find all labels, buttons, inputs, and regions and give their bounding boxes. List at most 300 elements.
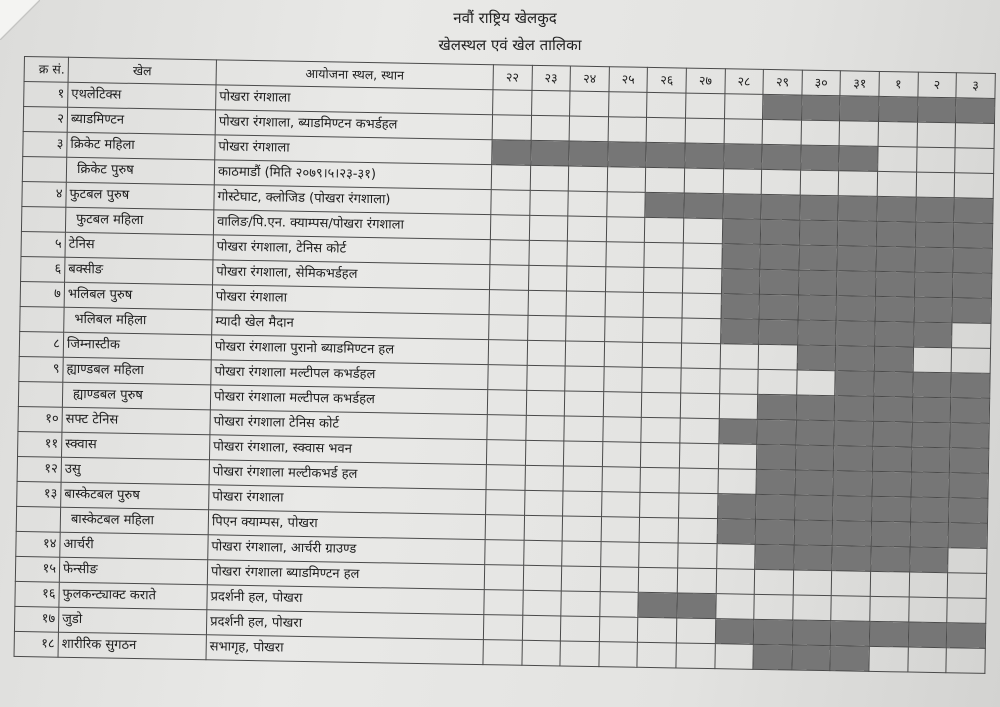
empty-day-cell	[754, 594, 793, 620]
empty-day-cell	[641, 417, 680, 443]
venue-cell: वालिङ/पि.एन. क्याम्पस/पोखरा रंगशाला	[213, 210, 490, 240]
serial-cell: १३	[17, 481, 61, 507]
empty-day-cell	[485, 540, 524, 566]
venue-cell: पोखरा रंगशाला मल्टीपल कभर्डहल	[210, 385, 487, 415]
empty-day-cell	[564, 391, 603, 417]
empty-day-cell	[723, 169, 762, 195]
empty-day-cell	[531, 115, 570, 141]
scheduled-day-cell	[876, 246, 915, 272]
schedule-table	[14, 56, 996, 674]
empty-day-cell	[600, 592, 639, 618]
scheduled-day-cell	[645, 192, 684, 218]
empty-day-cell	[567, 241, 606, 267]
empty-day-cell	[490, 215, 529, 241]
header-date: २२	[493, 65, 532, 91]
empty-day-cell	[531, 90, 570, 116]
scheduled-day-cell	[569, 141, 608, 167]
empty-day-cell	[491, 190, 530, 216]
venue-cell: सभागृह, पोखरा	[206, 635, 483, 665]
game-cell: क्रिकेट महिला	[67, 132, 215, 160]
empty-day-cell	[527, 315, 566, 341]
scheduled-day-cell	[878, 96, 917, 122]
empty-day-cell	[682, 268, 721, 294]
empty-day-cell	[602, 467, 641, 493]
serial-cell: १७	[14, 606, 58, 632]
empty-day-cell	[565, 366, 604, 392]
empty-day-cell	[683, 218, 722, 244]
empty-day-cell	[644, 242, 683, 268]
header-game: खेल	[68, 57, 216, 85]
empty-day-cell	[955, 123, 994, 149]
empty-day-cell	[839, 171, 878, 197]
empty-day-cell	[600, 542, 639, 568]
scheduled-day-cell	[795, 445, 834, 471]
scheduled-day-cell	[912, 372, 951, 398]
empty-day-cell	[796, 370, 835, 396]
empty-day-cell	[491, 165, 530, 191]
scheduled-day-cell	[871, 496, 910, 522]
serial-cell: १०	[18, 406, 62, 432]
empty-day-cell	[681, 368, 720, 394]
serial-cell	[18, 381, 62, 407]
empty-day-cell	[564, 416, 603, 442]
scheduled-day-cell	[721, 294, 760, 320]
header-date: ३	[956, 73, 995, 99]
empty-day-cell	[607, 192, 646, 218]
scheduled-day-cell	[760, 219, 799, 245]
scheduled-day-cell	[953, 223, 992, 249]
scheduled-day-cell	[801, 95, 840, 121]
game-cell: क्रिकेट पुरुष	[66, 157, 214, 185]
empty-day-cell	[601, 492, 640, 518]
scheduled-day-cell	[721, 269, 760, 295]
empty-day-cell	[492, 115, 531, 141]
scheduled-day-cell	[952, 298, 991, 324]
empty-day-cell	[603, 392, 642, 418]
scheduled-day-cell	[795, 470, 834, 496]
venue-cell: गोस्टेघाट, क्लोजिड (पोखरा रंगशाला)	[214, 185, 491, 215]
game-cell: फुलकन्ट्याक्ट कराते	[59, 582, 207, 610]
empty-day-cell	[522, 615, 561, 641]
scheduled-day-cell	[832, 521, 871, 547]
empty-day-cell	[527, 340, 566, 366]
empty-day-cell	[640, 492, 679, 518]
empty-day-cell	[947, 573, 986, 599]
empty-day-cell	[606, 217, 645, 243]
scheduled-day-cell	[913, 322, 952, 348]
empty-day-cell	[878, 121, 917, 147]
empty-day-cell	[606, 242, 645, 268]
empty-day-cell	[604, 317, 643, 343]
empty-day-cell	[951, 348, 990, 374]
scheduled-day-cell	[833, 471, 872, 497]
game-cell: जुडो	[58, 607, 206, 635]
empty-day-cell	[908, 597, 947, 623]
empty-day-cell	[563, 491, 602, 517]
document-subtitle: खेलस्थल एवं खेल तालिका	[438, 36, 582, 54]
header-date: २४	[570, 66, 609, 92]
scheduled-day-cell	[917, 97, 956, 123]
empty-day-cell	[832, 571, 871, 597]
empty-day-cell	[647, 92, 686, 118]
empty-day-cell	[680, 393, 719, 419]
empty-day-cell	[608, 92, 647, 118]
scheduled-day-cell	[753, 619, 792, 645]
scheduled-day-cell	[837, 271, 876, 297]
scheduled-day-cell	[492, 140, 531, 166]
empty-day-cell	[761, 169, 800, 195]
game-cell: फेन्सीङ	[59, 557, 207, 585]
empty-day-cell	[560, 641, 599, 667]
venue-cell: पोखरा रंगशाला	[215, 135, 492, 165]
scheduled-day-cell	[949, 473, 988, 499]
empty-day-cell	[916, 147, 955, 173]
scheduled-day-cell	[757, 419, 796, 445]
venue-cell: प्रदर्शनी हल, पोखरा	[206, 610, 483, 640]
serial-cell	[22, 156, 66, 182]
scheduled-day-cell	[799, 220, 838, 246]
header-date: ३०	[802, 70, 841, 96]
empty-day-cell	[493, 90, 532, 116]
scheduled-day-cell	[794, 495, 833, 521]
scheduled-day-cell	[762, 144, 801, 170]
header-date: ३१	[840, 71, 879, 97]
empty-day-cell	[946, 648, 985, 674]
empty-day-cell	[762, 119, 801, 145]
scheduled-day-cell	[875, 296, 914, 322]
empty-day-cell	[869, 646, 908, 672]
empty-day-cell	[483, 640, 522, 666]
scheduled-day-cell	[832, 546, 871, 572]
scheduled-day-cell	[755, 519, 794, 545]
scheduled-day-cell	[874, 321, 913, 347]
empty-day-cell	[605, 292, 644, 318]
empty-day-cell	[677, 568, 716, 594]
scheduled-day-cell	[607, 142, 646, 168]
empty-day-cell	[643, 342, 682, 368]
scheduled-day-cell	[833, 496, 872, 522]
scheduled-day-cell	[836, 296, 875, 322]
empty-day-cell	[917, 122, 956, 148]
empty-day-cell	[724, 119, 763, 145]
empty-day-cell	[525, 440, 564, 466]
empty-day-cell	[724, 94, 763, 120]
empty-day-cell	[489, 265, 528, 291]
venue-cell: पोखरा रंगशाला टेनिस कोर्ट	[210, 410, 487, 440]
scheduled-day-cell	[949, 498, 988, 524]
empty-day-cell	[570, 91, 609, 117]
scheduled-day-cell	[951, 373, 990, 399]
scheduled-day-cell	[797, 320, 836, 346]
header-date: २६	[647, 67, 686, 93]
game-cell: स्क्वास	[62, 432, 210, 460]
scheduled-day-cell	[834, 446, 873, 472]
scheduled-day-cell	[840, 96, 879, 122]
empty-day-cell	[528, 265, 567, 291]
venue-cell: पोखरा रंगशाला, सेमिकभर्डहल	[213, 260, 490, 290]
scheduled-day-cell	[831, 621, 870, 647]
scheduled-day-cell	[875, 271, 914, 297]
scheduled-day-cell	[910, 522, 949, 548]
scheduled-day-cell	[799, 245, 838, 271]
empty-day-cell	[643, 317, 682, 343]
venue-cell: पोखरा रंगशाला ब्याडमिण्टन हल	[207, 560, 484, 590]
empty-day-cell	[801, 120, 840, 146]
empty-day-cell	[561, 591, 600, 617]
venue-cell: प्रदर्शनी हल, पोखरा	[207, 585, 484, 615]
empty-day-cell	[676, 643, 715, 669]
empty-day-cell	[568, 216, 607, 242]
serial-cell: १२	[17, 456, 61, 482]
empty-day-cell	[681, 343, 720, 369]
venue-cell: पिएन क्याम्पस, पोखरा	[208, 510, 485, 540]
game-cell: एथलेटिक्स	[68, 82, 216, 110]
empty-day-cell	[526, 390, 565, 416]
scheduled-day-cell	[530, 140, 569, 166]
scheduled-day-cell	[911, 447, 950, 473]
scheduled-day-cell	[836, 321, 875, 347]
empty-day-cell	[486, 465, 525, 491]
scheduled-day-cell	[838, 221, 877, 247]
empty-day-cell	[569, 116, 608, 142]
scheduled-day-cell	[834, 421, 873, 447]
game-cell: उसु	[61, 457, 209, 485]
scheduled-day-cell	[949, 448, 988, 474]
empty-day-cell	[526, 365, 565, 391]
empty-day-cell	[566, 291, 605, 317]
scheduled-day-cell	[760, 244, 799, 270]
empty-day-cell	[599, 642, 638, 668]
empty-day-cell	[561, 616, 600, 642]
header-venue: आयोजना स्थल, स्थान	[216, 60, 493, 90]
scheduled-day-cell	[797, 345, 836, 371]
empty-day-cell	[685, 118, 724, 144]
serial-cell: १४	[16, 531, 60, 557]
empty-day-cell	[607, 167, 646, 193]
serial-cell: ११	[18, 431, 62, 457]
empty-day-cell	[954, 173, 993, 199]
empty-day-cell	[639, 542, 678, 568]
empty-day-cell	[599, 617, 638, 643]
game-cell: ह्याण्डबल पुरुष	[62, 382, 210, 410]
empty-day-cell	[562, 516, 601, 542]
game-cell: भलिबल महिला	[64, 307, 212, 335]
serial-cell: १६	[15, 581, 59, 607]
game-cell: शारीरिक सुगठन	[58, 632, 206, 660]
game-cell: ब्याडमिण्टन	[67, 107, 215, 135]
scheduled-day-cell	[914, 247, 953, 273]
venue-cell: पोखरा रंगशाला, ब्याडमिण्टन कभर्डहल	[215, 110, 492, 140]
scheduled-day-cell	[830, 646, 869, 672]
serial-cell: १८	[14, 631, 58, 657]
serial-cell: ५	[21, 231, 65, 257]
empty-day-cell	[529, 215, 568, 241]
scheduled-day-cell	[914, 272, 953, 298]
scheduled-day-cell	[720, 319, 759, 345]
empty-day-cell	[605, 267, 644, 293]
scheduled-day-cell	[792, 620, 831, 646]
empty-day-cell	[529, 240, 568, 266]
scheduled-day-cell	[908, 622, 947, 648]
scheduled-day-cell	[685, 143, 724, 169]
scheduled-day-cell	[717, 519, 756, 545]
venue-cell: पोखरा रंगशाला, आर्चरी ग्राउण्ड	[208, 535, 485, 565]
scheduled-day-cell	[798, 295, 837, 321]
scheduled-day-cell	[873, 421, 912, 447]
venue-cell: काठमाडौं (मिति २०७९।५।२३-३१)	[214, 160, 491, 190]
empty-day-cell	[643, 292, 682, 318]
scheduled-day-cell	[684, 193, 723, 219]
empty-day-cell	[639, 567, 678, 593]
empty-day-cell	[718, 444, 757, 470]
scheduled-day-cell	[798, 270, 837, 296]
empty-day-cell	[679, 493, 718, 519]
game-cell: आर्चरी	[60, 532, 208, 560]
venue-cell: पोखरा रंगशाला, स्क्वास भवन	[209, 435, 486, 465]
scheduled-day-cell	[759, 319, 798, 345]
scheduled-day-cell	[950, 423, 989, 449]
empty-day-cell	[490, 240, 529, 266]
serial-cell	[21, 206, 65, 232]
scheduled-day-cell	[837, 246, 876, 272]
scheduled-day-cell	[909, 547, 948, 573]
serial-cell: ७	[20, 281, 64, 307]
scheduled-day-cell	[911, 422, 950, 448]
scheduled-day-cell	[755, 544, 794, 570]
empty-day-cell	[679, 443, 718, 469]
empty-day-cell	[525, 415, 564, 441]
scheduled-day-cell	[910, 497, 949, 523]
empty-day-cell	[916, 172, 955, 198]
serial-cell: २	[23, 107, 67, 133]
header-date: १	[879, 71, 918, 97]
scheduled-day-cell	[796, 420, 835, 446]
empty-day-cell	[682, 293, 721, 319]
empty-day-cell	[488, 340, 527, 366]
empty-day-cell	[608, 117, 647, 143]
scheduled-day-cell	[717, 494, 756, 520]
empty-day-cell	[676, 618, 715, 644]
empty-day-cell	[523, 565, 562, 591]
scheduled-day-cell	[760, 269, 799, 295]
empty-day-cell	[800, 170, 839, 196]
empty-day-cell	[685, 93, 724, 119]
empty-day-cell	[754, 569, 793, 595]
scheduled-day-cell	[877, 196, 916, 222]
empty-day-cell	[909, 572, 948, 598]
empty-day-cell	[831, 596, 870, 622]
empty-day-cell	[561, 566, 600, 592]
scheduled-day-cell	[953, 248, 992, 274]
game-cell: फुटबल पुरुष	[66, 182, 214, 210]
game-cell: ह्याण्डबल महिला	[63, 357, 211, 385]
empty-day-cell	[485, 515, 524, 541]
header-date: २३	[532, 65, 571, 91]
scheduled-day-cell	[950, 398, 989, 424]
header-serial: क्र सं.	[24, 57, 68, 83]
venue-cell: म्यादी खेल मैदान	[212, 310, 489, 340]
empty-day-cell	[877, 171, 916, 197]
scheduled-day-cell	[761, 194, 800, 220]
scheduled-day-cell	[871, 546, 910, 572]
scheduled-day-cell	[756, 494, 795, 520]
serial-cell	[16, 506, 60, 532]
scheduled-day-cell	[793, 545, 832, 571]
empty-day-cell	[718, 469, 757, 495]
serial-cell: १	[24, 82, 68, 108]
empty-day-cell	[563, 466, 602, 492]
empty-day-cell	[524, 515, 563, 541]
venue-cell: पोखरा रंगशाला मल्टीकभर्ड हल	[209, 460, 486, 490]
empty-day-cell	[567, 266, 606, 292]
empty-day-cell	[562, 541, 601, 567]
empty-day-cell	[523, 540, 562, 566]
empty-day-cell	[489, 315, 528, 341]
scheduled-day-cell	[839, 146, 878, 172]
game-cell: फुटबल महिला	[65, 207, 213, 235]
empty-day-cell	[646, 167, 685, 193]
empty-day-cell	[678, 543, 717, 569]
scheduled-day-cell	[872, 446, 911, 472]
scheduled-day-cell	[800, 145, 839, 171]
empty-day-cell	[952, 323, 991, 349]
empty-day-cell	[564, 441, 603, 467]
empty-day-cell	[641, 442, 680, 468]
serial-cell: ३	[23, 131, 67, 157]
scheduled-day-cell	[912, 397, 951, 423]
venue-cell: पोखरा रंगशाला	[209, 485, 486, 515]
serial-cell: ४	[22, 181, 66, 207]
empty-day-cell	[716, 544, 755, 570]
empty-day-cell	[487, 415, 526, 441]
serial-cell: १५	[15, 556, 59, 582]
empty-day-cell	[484, 590, 523, 616]
empty-day-cell	[719, 394, 758, 420]
empty-day-cell	[528, 290, 567, 316]
empty-day-cell	[646, 117, 685, 143]
scheduled-day-cell	[792, 645, 831, 671]
scheduled-day-cell	[677, 593, 716, 619]
scheduled-day-cell	[835, 346, 874, 372]
scheduled-day-cell	[872, 471, 911, 497]
scheduled-day-cell	[835, 396, 874, 422]
empty-day-cell	[522, 590, 561, 616]
empty-day-cell	[716, 569, 755, 595]
empty-day-cell	[522, 640, 561, 666]
empty-day-cell	[870, 596, 909, 622]
game-cell: बास्केटबल महिला	[60, 507, 208, 535]
empty-day-cell	[678, 518, 717, 544]
game-cell: बास्केटबल पुरुष	[61, 482, 209, 510]
empty-day-cell	[644, 267, 683, 293]
empty-day-cell	[600, 567, 639, 593]
scheduled-day-cell	[756, 469, 795, 495]
scheduled-day-cell	[954, 198, 993, 224]
empty-day-cell	[566, 316, 605, 342]
scheduled-day-cell	[800, 195, 839, 221]
empty-day-cell	[642, 392, 681, 418]
scheduled-day-cell	[646, 142, 685, 168]
scheduled-day-cell	[869, 621, 908, 647]
empty-day-cell	[640, 467, 679, 493]
empty-day-cell	[878, 146, 917, 172]
empty-day-cell	[638, 617, 677, 643]
empty-day-cell	[645, 217, 684, 243]
empty-day-cell	[715, 594, 754, 620]
scheduled-day-cell	[874, 371, 913, 397]
game-cell: सफ्ट टेनिस	[62, 407, 210, 435]
scheduled-day-cell	[753, 644, 792, 670]
